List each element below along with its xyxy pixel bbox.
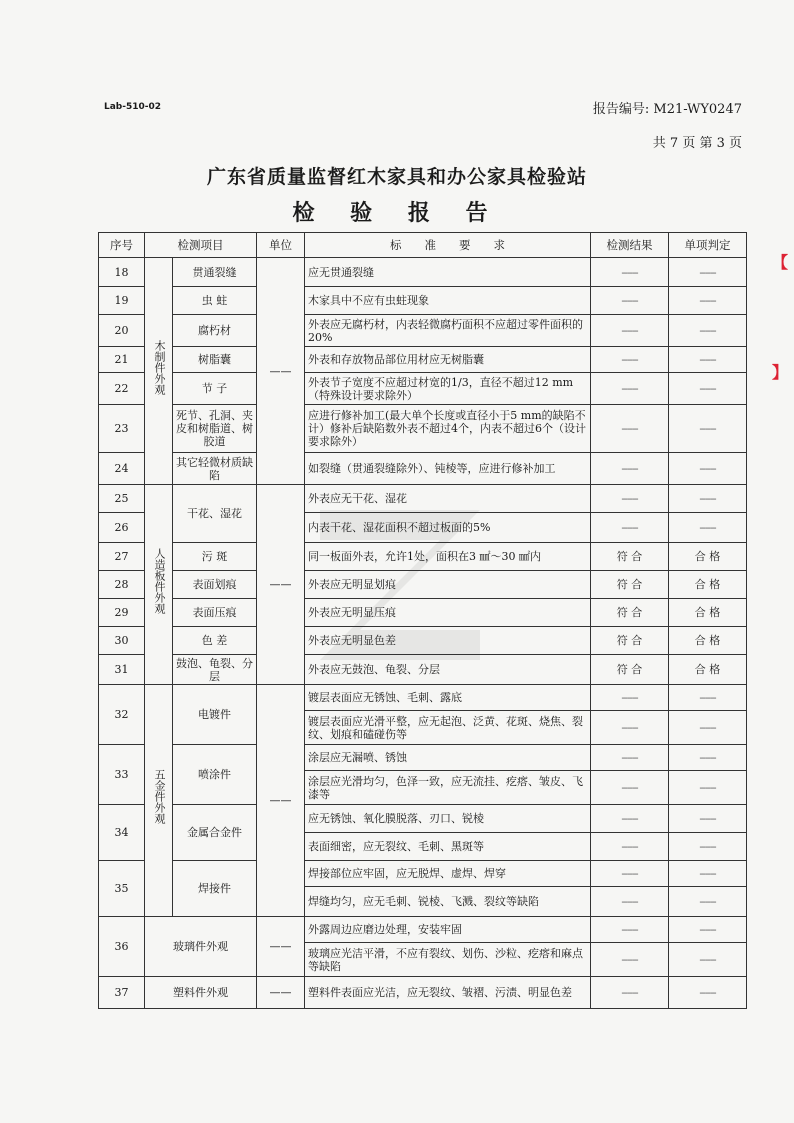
item-name: 金属合金件 bbox=[173, 805, 257, 861]
result-cell: ------ bbox=[591, 805, 669, 833]
row-number: 35 bbox=[99, 861, 145, 917]
col-header-verdict: 单项判定 bbox=[669, 233, 747, 258]
group-text: 木制件外观 bbox=[153, 339, 166, 395]
requirement: 外表节子宽度不应超过材宽的1/3，直径不超过12 mm（特殊设计要求除外） bbox=[305, 373, 591, 405]
verdict-cell: ------ bbox=[669, 685, 747, 711]
row-number: 34 bbox=[99, 805, 145, 861]
row-number: 37 bbox=[99, 977, 145, 1009]
col-header-result: 检测结果 bbox=[591, 233, 669, 258]
result-cell: ------ bbox=[591, 887, 669, 917]
row-number: 18 bbox=[99, 258, 145, 287]
table-row bbox=[99, 347, 747, 373]
verdict-cell: 合 格 bbox=[669, 655, 747, 685]
table-row bbox=[99, 805, 747, 833]
result-cell: ------ bbox=[591, 833, 669, 861]
row-number: 33 bbox=[99, 745, 145, 805]
table-row bbox=[99, 627, 747, 655]
result-cell: ------ bbox=[591, 453, 669, 485]
verdict-cell: ------ bbox=[669, 887, 747, 917]
result-cell: ------ bbox=[591, 287, 669, 315]
verdict-cell: ------ bbox=[669, 258, 747, 287]
row-number: 26 bbox=[99, 513, 145, 543]
row-number: 25 bbox=[99, 485, 145, 513]
row-number: 22 bbox=[99, 373, 145, 405]
row-number: 32 bbox=[99, 685, 145, 745]
table-row bbox=[99, 287, 747, 315]
result-cell: ------ bbox=[591, 977, 669, 1009]
item-name: 死节、孔洞、夹皮和树脂道、树胶道 bbox=[173, 405, 257, 453]
item-name: 表面划痕 bbox=[173, 571, 257, 599]
requirement: 焊缝均匀，应无毛刺、锐棱、飞溅、裂纹等缺陷 bbox=[305, 887, 591, 917]
item-name: 污 斑 bbox=[173, 543, 257, 571]
result-cell: 符 合 bbox=[591, 655, 669, 685]
row-number: 30 bbox=[99, 627, 145, 655]
result-cell: ------ bbox=[591, 405, 669, 453]
group-label-board bbox=[145, 485, 173, 685]
requirement: 内表干花、湿花面积不超过板面的5% bbox=[305, 513, 591, 543]
item-name: 贯通裂缝 bbox=[173, 258, 257, 287]
verdict-cell: ------ bbox=[669, 315, 747, 347]
requirement: 应无贯通裂缝 bbox=[305, 258, 591, 287]
requirement: 焊接部位应牢固，应无脱焊、虚焊、焊穿 bbox=[305, 861, 591, 887]
group-text: 五金件外观 bbox=[153, 769, 166, 824]
table-row bbox=[99, 405, 747, 453]
table-row bbox=[99, 685, 747, 711]
row-number: 24 bbox=[99, 453, 145, 485]
table-row bbox=[99, 745, 747, 771]
result-cell: 符 合 bbox=[591, 627, 669, 655]
row-number: 29 bbox=[99, 599, 145, 627]
requirement: 外表应无明显划痕 bbox=[305, 571, 591, 599]
table-row bbox=[99, 917, 747, 943]
group-text: 人造板件外观 bbox=[153, 547, 166, 614]
col-header-item: 检测项目 bbox=[145, 233, 257, 258]
item-name: 玻璃件外观 bbox=[145, 917, 257, 977]
requirement: 涂层应光滑均匀，色泽一致，应无流挂、疙瘩、皱皮、飞漆等 bbox=[305, 771, 591, 805]
requirement: 外表应无明显色差 bbox=[305, 627, 591, 655]
table-row bbox=[99, 571, 747, 599]
verdict-cell: ------ bbox=[669, 513, 747, 543]
requirement: 玻璃应光洁平滑，不应有裂纹、划伤、沙粒、疙瘩和麻点等缺陷 bbox=[305, 943, 591, 977]
unit-cell: —— bbox=[257, 685, 305, 917]
verdict-cell: ------ bbox=[669, 405, 747, 453]
col-header-unit: 单位 bbox=[257, 233, 305, 258]
item-name: 喷涂件 bbox=[173, 745, 257, 805]
item-name: 其它轻微材质缺陷 bbox=[173, 453, 257, 485]
result-cell: 符 合 bbox=[591, 571, 669, 599]
requirement: 外表应无干花、湿花 bbox=[305, 485, 591, 513]
table-row bbox=[99, 485, 747, 513]
requirement: 镀层表面应无锈蚀、毛刺、露底 bbox=[305, 685, 591, 711]
requirement: 塑料件表面应光洁，应无裂纹、皱褶、污渍、明显色差 bbox=[305, 977, 591, 1009]
table-header-row bbox=[99, 233, 747, 258]
verdict-cell: ------ bbox=[669, 711, 747, 745]
verdict-cell: ------ bbox=[669, 771, 747, 805]
row-number: 21 bbox=[99, 347, 145, 373]
verdict-cell: ------ bbox=[669, 833, 747, 861]
verdict-cell: 合 格 bbox=[669, 599, 747, 627]
table-row bbox=[99, 315, 747, 347]
item-name: 节 子 bbox=[173, 373, 257, 405]
col-header-requirement: 标 准 要 求 bbox=[305, 233, 591, 258]
report-number: 报告编号: M21-WY0247 bbox=[592, 102, 742, 117]
requirement: 应无锈蚀、氧化膜脱落、刃口、锐棱 bbox=[305, 805, 591, 833]
item-name: 塑料件外观 bbox=[145, 977, 257, 1009]
verdict-cell: 合 格 bbox=[669, 571, 747, 599]
row-number: 23 bbox=[99, 405, 145, 453]
report-title: 检 验 报 告 bbox=[292, 201, 502, 226]
table-row bbox=[99, 977, 747, 1009]
requirement: 涂层应无漏喷、锈蚀 bbox=[305, 745, 591, 771]
table-row bbox=[99, 453, 747, 485]
requirement: 外表应无明显压痕 bbox=[305, 599, 591, 627]
result-cell: ------ bbox=[591, 513, 669, 543]
table-row bbox=[99, 258, 747, 287]
result-cell: ------ bbox=[591, 315, 669, 347]
requirement: 外表和存放物品部位用材应无树脂囊 bbox=[305, 347, 591, 373]
result-cell: ------ bbox=[591, 917, 669, 943]
verdict-cell: ------ bbox=[669, 453, 747, 485]
item-name: 色 差 bbox=[173, 627, 257, 655]
result-cell: ------ bbox=[591, 373, 669, 405]
unit-cell: —— bbox=[257, 258, 305, 485]
unit-cell: —— bbox=[257, 485, 305, 685]
verdict-cell: 合 格 bbox=[669, 543, 747, 571]
result-cell: ------ bbox=[591, 485, 669, 513]
requirement: 表面细密，应无裂纹、毛刺、黑斑等 bbox=[305, 833, 591, 861]
table-row bbox=[99, 599, 747, 627]
requirement: 同一板面外表，允许1处，面积在3 ㎟～30 ㎟内 bbox=[305, 543, 591, 571]
requirement: 应进行修补加工(最大单个长度或直径小于5 mm的缺陷不计）修补后缺陷数外表不超过4个，内表不超过6个（设计要求除外） bbox=[305, 405, 591, 453]
row-number: 27 bbox=[99, 543, 145, 571]
table-row bbox=[99, 373, 747, 405]
item-name: 腐朽材 bbox=[173, 315, 257, 347]
result-cell: ------ bbox=[591, 347, 669, 373]
table-row bbox=[99, 543, 747, 571]
requirement: 外露周边应磨边处理，安装牢固 bbox=[305, 917, 591, 943]
item-name: 树脂囊 bbox=[173, 347, 257, 373]
verdict-cell: ------ bbox=[669, 373, 747, 405]
verdict-cell: ------ bbox=[669, 977, 747, 1009]
item-name: 表面压痕 bbox=[173, 599, 257, 627]
result-cell: ------ bbox=[591, 943, 669, 977]
result-cell: 符 合 bbox=[591, 599, 669, 627]
item-name: 鼓泡、龟裂、分层 bbox=[173, 655, 257, 685]
seam-stamp-top: 【 bbox=[771, 253, 788, 272]
result-cell: ------ bbox=[591, 861, 669, 887]
result-cell: ------ bbox=[591, 258, 669, 287]
lab-code: Lab-510-02 bbox=[104, 102, 162, 112]
requirement: 如裂缝（贯通裂缝除外）、钝棱等，应进行修补加工 bbox=[305, 453, 591, 485]
verdict-cell: ------ bbox=[669, 861, 747, 887]
verdict-cell: ------ bbox=[669, 745, 747, 771]
organization-name: 广东省质量监督红木家具和办公家具检验站 bbox=[206, 166, 587, 188]
verdict-cell: 合 格 bbox=[669, 627, 747, 655]
row-number: 28 bbox=[99, 571, 145, 599]
table-row bbox=[99, 861, 747, 887]
seam-stamp-bottom: 】 bbox=[771, 363, 788, 382]
group-label-metal bbox=[145, 685, 173, 917]
item-name: 虫 蛀 bbox=[173, 287, 257, 315]
result-cell: 符 合 bbox=[591, 543, 669, 571]
row-number: 36 bbox=[99, 917, 145, 977]
requirement: 外表应无腐朽材，内表轻微腐朽面积不应超过零件面积的20% bbox=[305, 315, 591, 347]
result-cell: ------ bbox=[591, 771, 669, 805]
table-row bbox=[99, 655, 747, 685]
result-cell: ------ bbox=[591, 685, 669, 711]
page-info: 共 7 页 第 3 页 bbox=[652, 136, 742, 151]
inspection-table bbox=[98, 232, 747, 1009]
verdict-cell: ------ bbox=[669, 347, 747, 373]
group-label-wood bbox=[145, 258, 173, 485]
row-number: 31 bbox=[99, 655, 145, 685]
verdict-cell: ------ bbox=[669, 485, 747, 513]
row-number: 20 bbox=[99, 315, 145, 347]
result-cell: ------ bbox=[591, 711, 669, 745]
unit-cell: —— bbox=[257, 917, 305, 977]
verdict-cell: ------ bbox=[669, 287, 747, 315]
item-name: 电镀件 bbox=[173, 685, 257, 745]
requirement: 外表应无鼓泡、龟裂、分层 bbox=[305, 655, 591, 685]
verdict-cell: ------ bbox=[669, 943, 747, 977]
item-name: 干花、湿花 bbox=[173, 485, 257, 543]
requirement: 镀层表面应光滑平整，应无起泡、泛黄、花斑、烧焦、裂纹、划痕和磕碰伤等 bbox=[305, 711, 591, 745]
verdict-cell: ------ bbox=[669, 917, 747, 943]
unit-cell: —— bbox=[257, 977, 305, 1009]
requirement: 木家具中不应有虫蛀现象 bbox=[305, 287, 591, 315]
result-cell: ------ bbox=[591, 745, 669, 771]
verdict-cell: ------ bbox=[669, 805, 747, 833]
item-name: 焊接件 bbox=[173, 861, 257, 917]
col-header-no: 序号 bbox=[99, 233, 145, 258]
row-number: 19 bbox=[99, 287, 145, 315]
